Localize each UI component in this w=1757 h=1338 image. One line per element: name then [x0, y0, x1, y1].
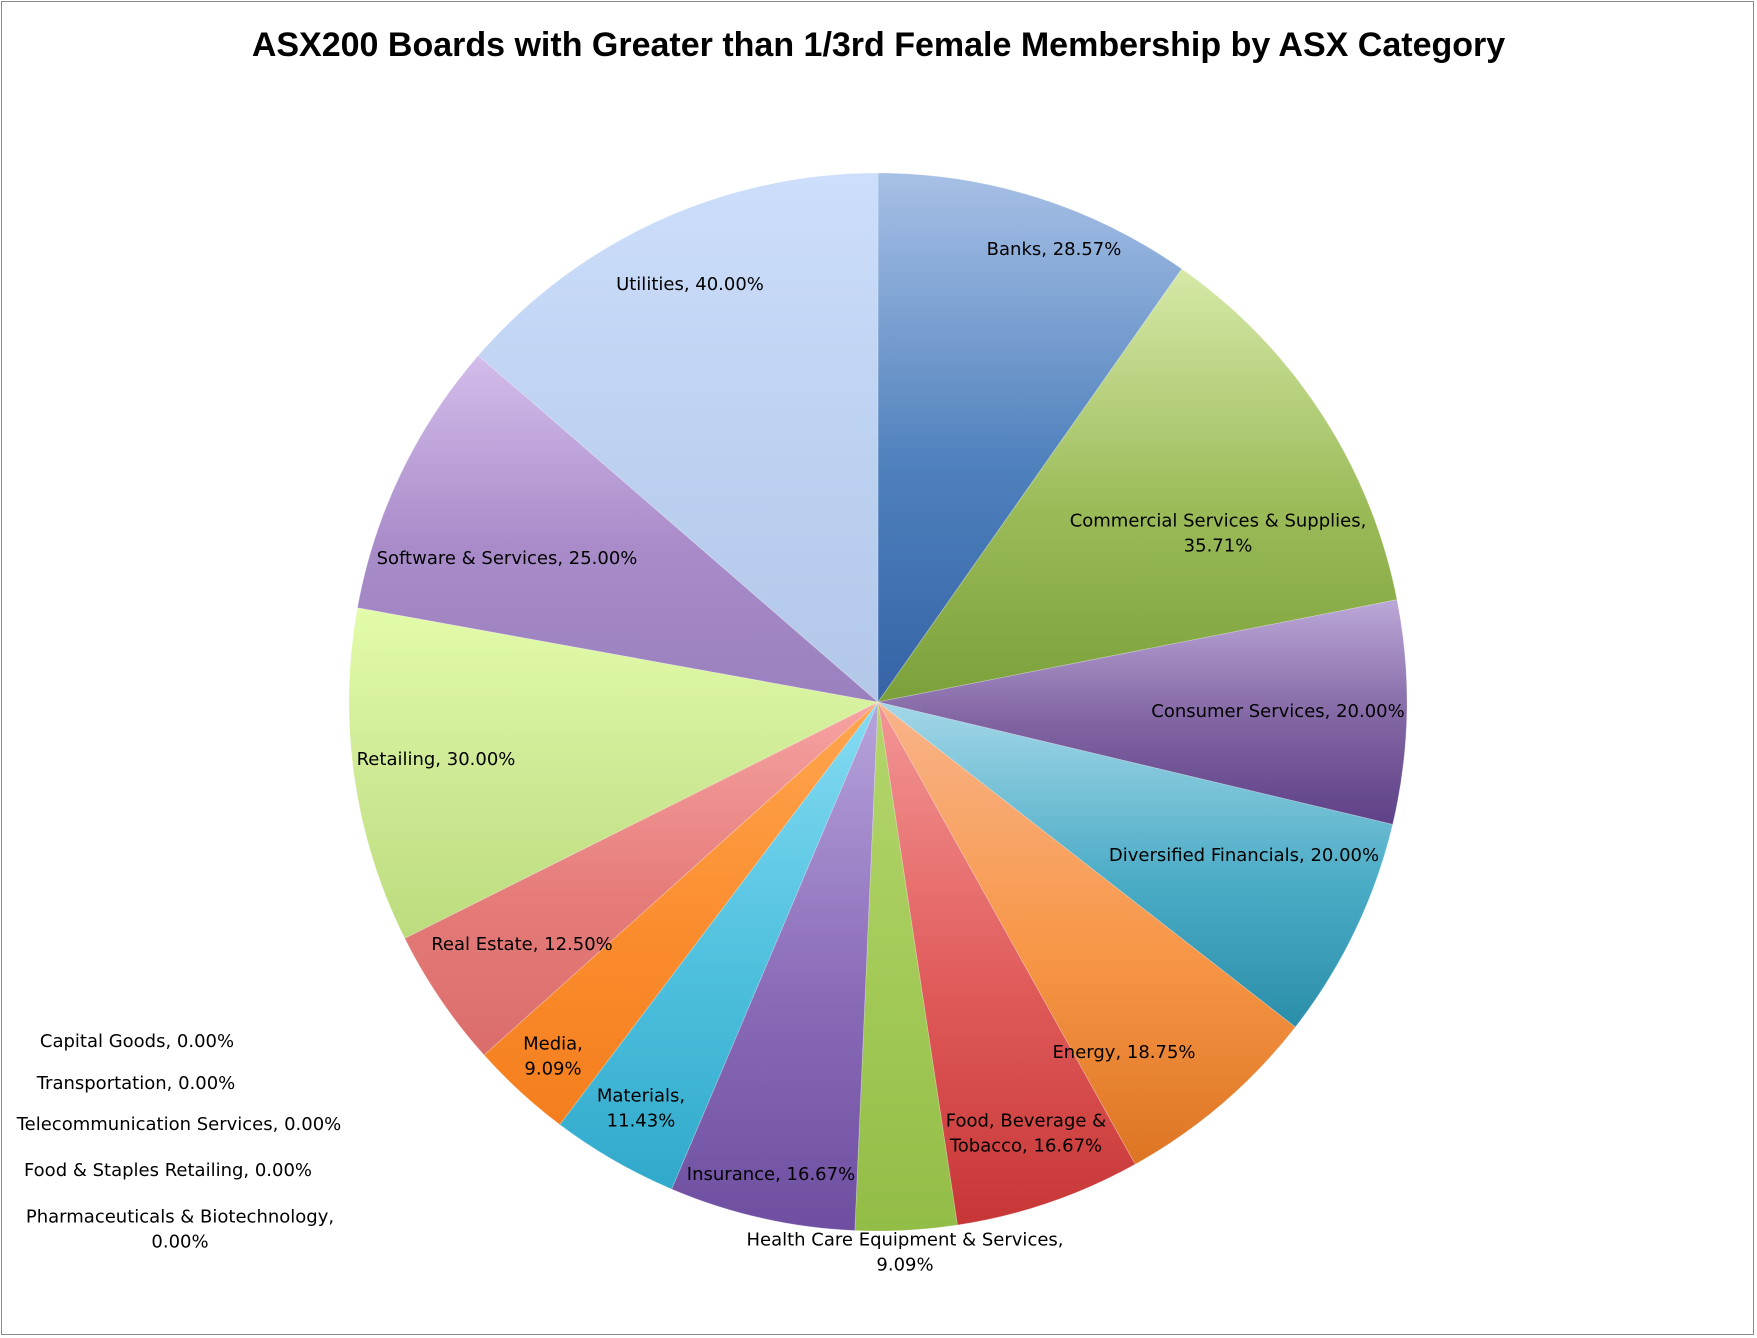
slice-label-consumer-services: Consumer Services, 20.00% — [1151, 701, 1405, 722]
zero-label-capital-goods-0-00: Capital Goods, 0.00% — [39, 1031, 235, 1052]
slice-label-retailing: Retailing, 30.00% — [356, 749, 516, 770]
slice-label-energy: Energy, 18.75% — [1052, 1042, 1196, 1063]
slice-label-food-beverage-and-tobacco: Food, Beverage & Tobacco, 16.67% — [945, 1110, 1107, 1157]
zero-label-pharmaceuticals-and-biotechnology-0-00: Pharmaceuticals & Biotechnology, 0.00% — [25, 1206, 335, 1253]
zero-label-telecommunication-services-0-00: Telecommunication Services, 0.00% — [16, 1114, 342, 1135]
slice-label-commercial-services-and-supplies: Commercial Services & Supplies, 35.71% — [1069, 510, 1367, 557]
slice-label-software-and-services: Software & Services, 25.00% — [376, 548, 638, 569]
zero-label-food-and-staples-retailing-0-00: Food & Staples Retailing, 0.00% — [23, 1160, 313, 1181]
slice-label-materials: Materials, 11.43% — [596, 1085, 686, 1132]
slice-label-utilities: Utilities, 40.00% — [616, 274, 764, 295]
zero-value-labels — [16, 1031, 342, 1253]
slice-label-health-care-equipment-and-services: Health Care Equipment & Services, 9.09% — [746, 1229, 1064, 1276]
slice-label-insurance: Insurance, 16.67% — [686, 1164, 856, 1185]
slice-label-real-estate: Real Estate, 12.50% — [431, 934, 613, 955]
zero-label-transportation-0-00: Transportation, 0.00% — [36, 1073, 236, 1094]
chart-title: ASX200 Boards with Greater than 1/3rd Female Membership by ASX Category — [251, 26, 1506, 64]
slice-label-diversified-financials: Diversified Financials, 20.00% — [1108, 845, 1380, 866]
slice-label-media: Media, 9.09% — [523, 1033, 583, 1080]
slice-label-banks: Banks, 28.57% — [986, 239, 1122, 260]
